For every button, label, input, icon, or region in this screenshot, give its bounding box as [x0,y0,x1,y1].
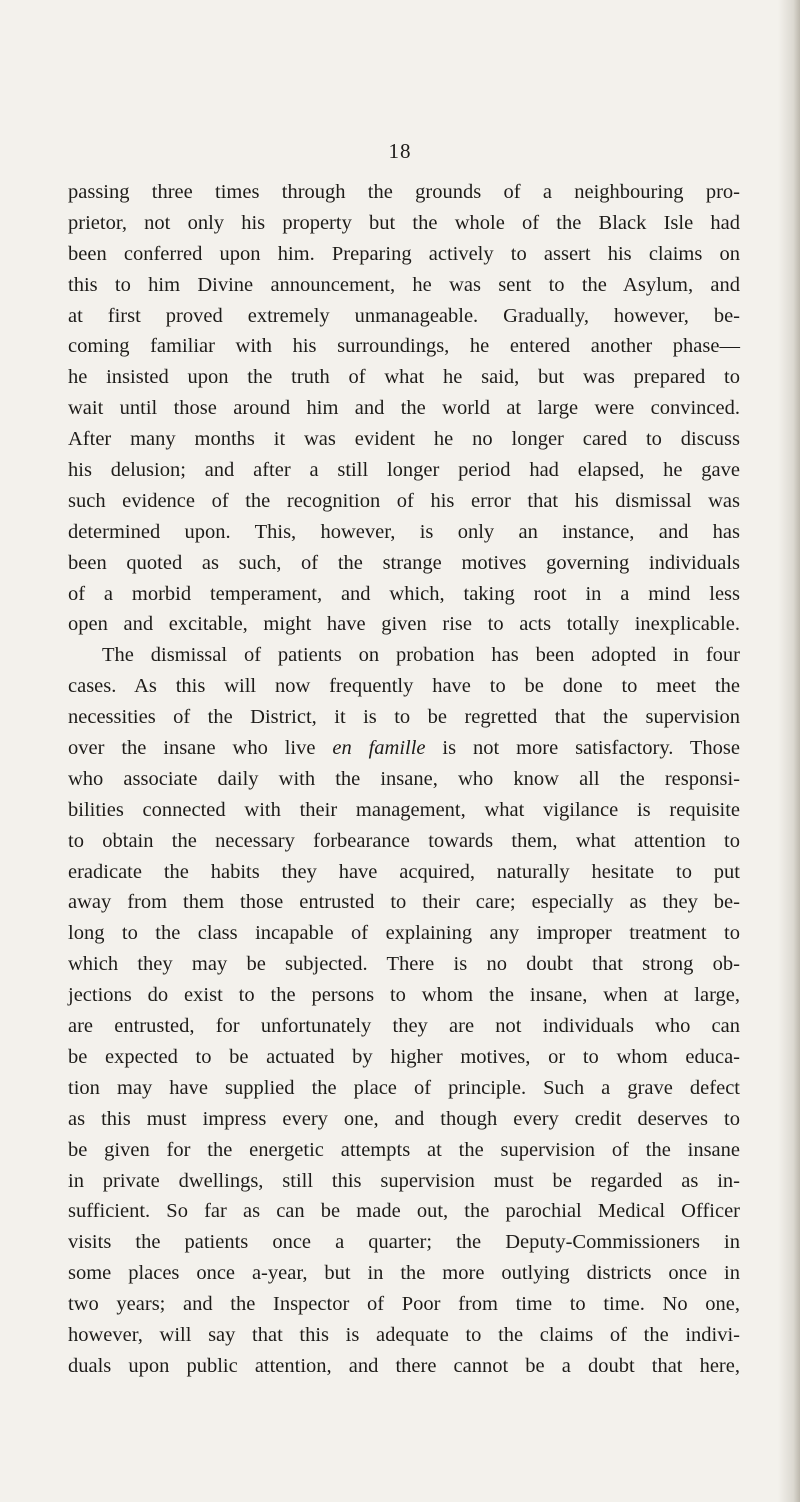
text-line: necessities of the District, it is to be regretted that the supervision [68,706,740,729]
text-line: away from them those entrusted to their care; especially as they be- [68,891,740,914]
text-line: eradicate the habits they have acquired, naturally hesitate to put [68,860,740,883]
text-line: bilities connected with their management, what vigilance is requisite [68,798,740,821]
text-line: of a morbid temperament, and which, taking root in a mind less [68,582,740,605]
text-line: at first proved extremely unmanageable. Gradually, however, be- [68,304,740,327]
text-line: After many months it was evident he no longer cared to discuss [68,428,740,451]
text-line: visits the patients once a quarter; the Deputy-Commissioners in [68,1231,740,1254]
text-line: jections do exist to the persons to whom the insane, when at large, [68,984,740,1007]
text-line: in private dwellings, still this supervision must be regarded as in- [68,1169,740,1192]
text-line: open and excitable, might have given rise to acts totally inexplicable. [68,613,740,636]
page-edge-shadow [778,0,800,1502]
text-line: to obtain the necessary forbearance towards them, what attention to [68,829,740,852]
text-line: coming familiar with his surroundings, he entered another phase— [68,335,740,358]
text-line: prietor, not only his property but the whole of the Black Isle had [68,211,740,234]
text-line: such evidence of the recognition of his error that his dismissal was [68,489,740,512]
text-line: he insisted upon the truth of what he said, but was prepared to [68,366,740,389]
text-line: be given for the energetic attempts at the supervision of the insane [68,1138,740,1161]
text-line: been conferred upon him. Preparing actively to assert his claims on [68,242,740,265]
text-line: two years; and the Inspector of Poor from time to time. No one, [68,1293,740,1316]
italic-phrase: en famille [332,737,426,760]
text-line: however, will say that this is adequate to the claims of the indivi- [68,1323,740,1346]
text-line: determined upon. This, however, is only an instance, and has [68,520,740,543]
text-line: some places once a-year, but in the more outlying districts once in [68,1262,740,1285]
text-line: cases. As this will now frequently have to be done to meet the [68,675,740,698]
text-line: long to the class incapable of explaining any improper treatment to [68,922,740,945]
text-line: tion may have supplied the place of principle. Such a grave defect [68,1076,740,1099]
text-line: his delusion; and after a still longer period had elapsed, he gave [68,459,740,482]
text-segment: over the insane who live [68,737,333,760]
text-line: this to him Divine announcement, he was sent to the Asylum, and [68,273,740,296]
body-text [68,177,740,1382]
text-line: who associate daily with the insane, who know all the responsi- [68,767,740,790]
text-line [68,733,740,764]
text-line: sufficient. So far as can be made out, the parochial Medical Officer [68,1200,740,1223]
page-number: 18 [388,139,412,163]
text-line: which they may be subjected. There is no doubt that strong ob- [68,953,740,976]
text-line: are entrusted, for unfortunately they are not individuals who can [68,1015,740,1038]
text-line: be expected to be actuated by higher motives, or to whom educa- [68,1045,740,1068]
text-line: been quoted as such, of the strange motives governing individuals [68,551,740,574]
text-line: as this must impress every one, and though every credit deserves to [68,1107,740,1130]
text-line: wait until those around him and the world at large were convinced. [68,397,740,420]
text-line: passing three times through the grounds of a neighbouring pro- [68,181,740,203]
text-segment: is not more satisfactory. Those [425,737,740,760]
text-line: duals upon public attention, and there cannot be a doubt that here, [68,1354,740,1377]
text-line: The dismissal of patients on probation has been adopted in four [102,644,740,667]
